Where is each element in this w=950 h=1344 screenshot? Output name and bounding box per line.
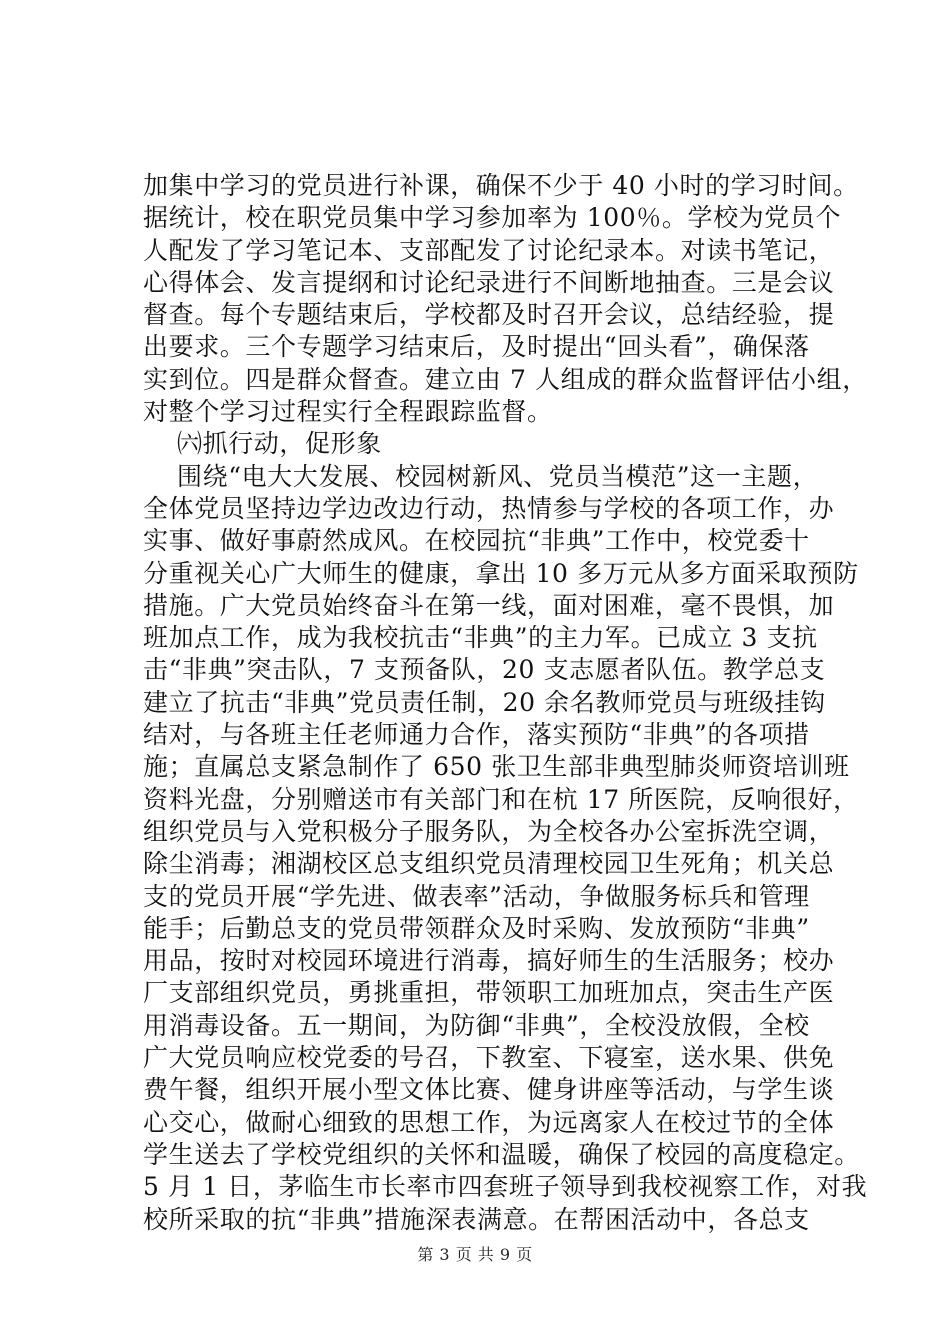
text-line: 校所采取的抗“非典”措施深表满意。在帮困活动中，各总支	[143, 1204, 810, 1234]
page-footer: 第 3 页 共 9 页	[417, 1245, 533, 1264]
body-text	[143, 170, 868, 1236]
text-line: 措施。广大党员始终奋斗在第一线，面对困难，毫不畏惧，加	[143, 590, 835, 620]
text-line: 学生送去了学校党组织的关怀和温暖，确保了校园的高度稳定。	[143, 1139, 860, 1169]
text-line: 费午餐，组织开展小型文体比赛、健身讲座等活动，与学生谈	[143, 1075, 835, 1105]
text-line: 心得体会、发言提纲和讨论纪录进行不间断地抽查。三是会议	[143, 267, 835, 297]
text-line: 5 月 1 日，茅临生市长率市四套班子领导到我校视察工作，对我	[143, 1172, 868, 1202]
text-line: 加集中学习的党员进行补课，确保不少于 40 小时的学习时间。	[143, 171, 859, 200]
text-line: 建立了抗击“非典”党员责任制，20 余名教师党员与班级挂钩	[143, 687, 826, 717]
text-line: 班加点工作，成为我校抗击“非典”的主力军。已成立 3 支抗	[143, 623, 818, 653]
text-line: 除尘消毒；湘湖校区总支组织党员清理校园卫生死角；机关总	[143, 849, 835, 879]
text-line: 出要求。三个专题学习结束后，及时提出“回头看”，确保落	[143, 332, 810, 362]
text-line: 支的党员开展“学先进、做表率”活动，争做服务标兵和管理	[143, 881, 810, 911]
text-line: 击“非典”突击队，7 支预备队，20 支志愿者队伍。教学总支	[143, 655, 826, 685]
text-line: 施；直属总支紧急制作了 650 张卫生部非典型肺炎师资培训班	[143, 752, 850, 782]
text-line: 广大党员响应校党委的号召，下教室、下寝室，送水果、供免	[143, 1043, 835, 1073]
text-line: 结对，与各班主任老师通力合作，落实预防“非典”的各项措	[143, 720, 810, 750]
text-line: 心交心，做耐心细致的思想工作，为远离家人在校过节的全体	[143, 1107, 835, 1137]
text-line: 实事、做好事蔚然成风。在校园抗“非典”工作中，校党委十	[143, 526, 810, 556]
text-line: 用消毒设备。五一期间，为防御“非典”，全校没放假，全校	[143, 1010, 810, 1040]
text-line: 对整个学习过程实行全程跟踪监督。	[143, 397, 553, 427]
text-line: 据统计，校在职党员集中学习参加率为 100％。学校为党员个	[143, 203, 842, 233]
text-line: 实到位。四是群众督查。建立由 7 人组成的群众监督评估小组，	[143, 364, 868, 394]
text-line: 用品，按时对校园环境进行消毒，搞好师生的生活服务；校办	[143, 946, 835, 976]
text-line: 人配发了学习笔记本、支部配发了讨论纪录本。对读书笔记，	[143, 235, 835, 265]
text-line: 组织党员与入党积极分子服务队，为全校各办公室拆洗空调，	[143, 816, 835, 846]
section-heading: ㈥抓行动，促形象	[177, 429, 382, 459]
text-line: 厂支部组织党员，勇挑重担，带领职工加班加点，突击生产医	[143, 978, 835, 1008]
text-line: 分重视关心广大师生的健康，拿出 10 多万元从多方面采取预防	[143, 558, 859, 588]
text-line: 资料光盘，分别赠送市有关部门和在杭 17 所医院，反响很好，	[143, 784, 859, 814]
text-line: 督查。每个专题结束后，学校都及时召开会议，总结经验，提	[143, 300, 835, 330]
text-line: 全体党员坚持边学边改边行动，热情参与学校的各项工作，办	[143, 493, 835, 523]
text-line: 围绕“电大大发展、校园树新风、党员当模范”这一主题，	[177, 461, 819, 491]
text-line: 能手；后勤总支的党员带领群众及时采购、发放预防“非典”	[143, 913, 810, 943]
